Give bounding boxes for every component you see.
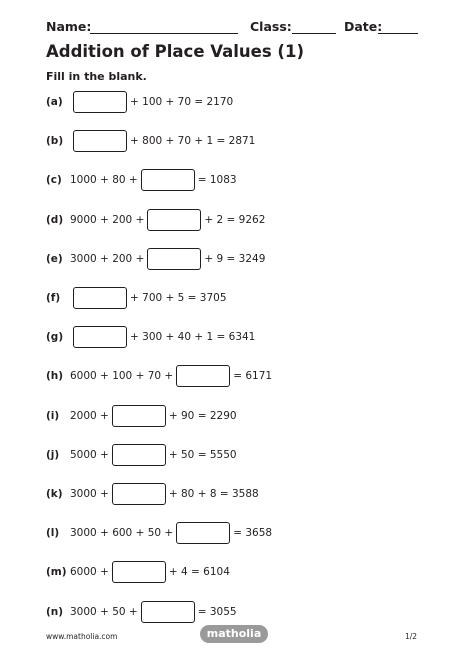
problem-row <box>46 482 426 506</box>
problem-right-expression: + 9 = 3249 <box>204 252 266 265</box>
problem-right-expression: + 80 + 8 = 3588 <box>168 488 259 500</box>
problem-label: (a) <box>46 96 63 108</box>
footer-url: www.matholia.com <box>46 632 118 641</box>
problem-row <box>46 247 426 271</box>
answer-box[interactable] <box>112 405 166 427</box>
problem-right-expression: + 90 = 2290 <box>168 409 237 422</box>
problem-label: (n) <box>46 605 64 618</box>
name-field[interactable] <box>90 33 238 34</box>
problem-left-expression: 1000 + 80 + <box>70 174 138 187</box>
problem-row <box>46 404 426 428</box>
class-field[interactable] <box>292 33 336 34</box>
answer-box[interactable] <box>73 326 127 348</box>
problem-label: (j) <box>46 448 60 461</box>
matholia-logo: matholia <box>200 625 268 643</box>
problem-label: (e) <box>46 252 63 265</box>
problem-right-expression: + 800 + 70 + 1 = 2871 <box>130 135 256 148</box>
answer-box[interactable] <box>141 169 195 191</box>
answer-box[interactable] <box>112 444 166 466</box>
answer-box[interactable] <box>112 483 166 505</box>
problem-left-expression: 6000 + <box>70 566 109 579</box>
problem-row <box>46 443 426 467</box>
answer-box[interactable] <box>73 91 127 113</box>
answer-box[interactable] <box>73 287 127 309</box>
problem-label: (h) <box>46 370 64 383</box>
instruction-text: Fill in the blank. <box>46 70 147 83</box>
problem-row <box>46 129 426 153</box>
problem-label: (d) <box>46 213 64 226</box>
problem-row <box>46 325 426 349</box>
problem-label: (i) <box>46 409 60 422</box>
problem-row <box>46 521 426 545</box>
answer-box[interactable] <box>176 365 230 387</box>
class-label: Class: <box>250 19 292 34</box>
problem-label: (f) <box>46 292 61 304</box>
problem-right-expression: + 2 = 9262 <box>204 213 266 226</box>
problem-right-expression: = 1083 <box>197 174 237 187</box>
problem-label: (m) <box>46 566 67 579</box>
problem-label: (b) <box>46 135 64 148</box>
problem-left-expression: 3000 + 200 + <box>70 252 145 265</box>
problem-left-expression: 2000 + <box>70 409 109 422</box>
problem-label: (c) <box>46 174 62 187</box>
problem-left-expression: 3000 + 50 + <box>70 605 138 618</box>
header-row <box>46 19 418 35</box>
answer-box[interactable] <box>73 130 127 152</box>
page-number: 1/2 <box>405 632 418 641</box>
problem-right-expression: + 100 + 70 = 2170 <box>130 96 234 108</box>
worksheet-title: Addition of Place Values (1) <box>46 42 304 61</box>
answer-box[interactable] <box>176 522 230 544</box>
problem-right-expression: + 4 = 6104 <box>168 566 230 579</box>
problem-right-expression: = 3055 <box>197 605 237 618</box>
problem-row <box>46 560 426 584</box>
answer-box[interactable] <box>141 601 195 623</box>
answer-box[interactable] <box>147 209 201 231</box>
problem-right-expression: = 3658 <box>233 527 273 540</box>
date-label: Date: <box>344 19 383 34</box>
date-field[interactable] <box>378 33 418 34</box>
problem-left-expression: 5000 + <box>70 448 109 461</box>
problem-right-expression: = 6171 <box>233 370 273 383</box>
problem-left-expression: 9000 + 200 + <box>70 213 145 226</box>
answer-box[interactable] <box>147 248 201 270</box>
problem-left-expression: 6000 + 100 + 70 + <box>70 370 174 383</box>
answer-box[interactable] <box>112 561 166 583</box>
problem-label: (g) <box>46 331 64 344</box>
problem-label: (k) <box>46 488 63 500</box>
problem-row <box>46 168 426 192</box>
problem-left-expression: 3000 + <box>70 488 109 500</box>
problem-label: (l) <box>46 527 60 540</box>
problem-row <box>46 286 426 310</box>
problem-right-expression: + 300 + 40 + 1 = 6341 <box>130 331 256 344</box>
problem-right-expression: + 50 = 5550 <box>168 448 237 461</box>
name-label: Name: <box>46 19 92 34</box>
problem-left-expression: 3000 + 600 + 50 + <box>70 527 174 540</box>
problem-row <box>46 208 426 232</box>
problem-row <box>46 90 426 114</box>
problem-row <box>46 600 426 624</box>
problem-right-expression: + 700 + 5 = 3705 <box>130 292 227 304</box>
problem-row <box>46 364 426 388</box>
